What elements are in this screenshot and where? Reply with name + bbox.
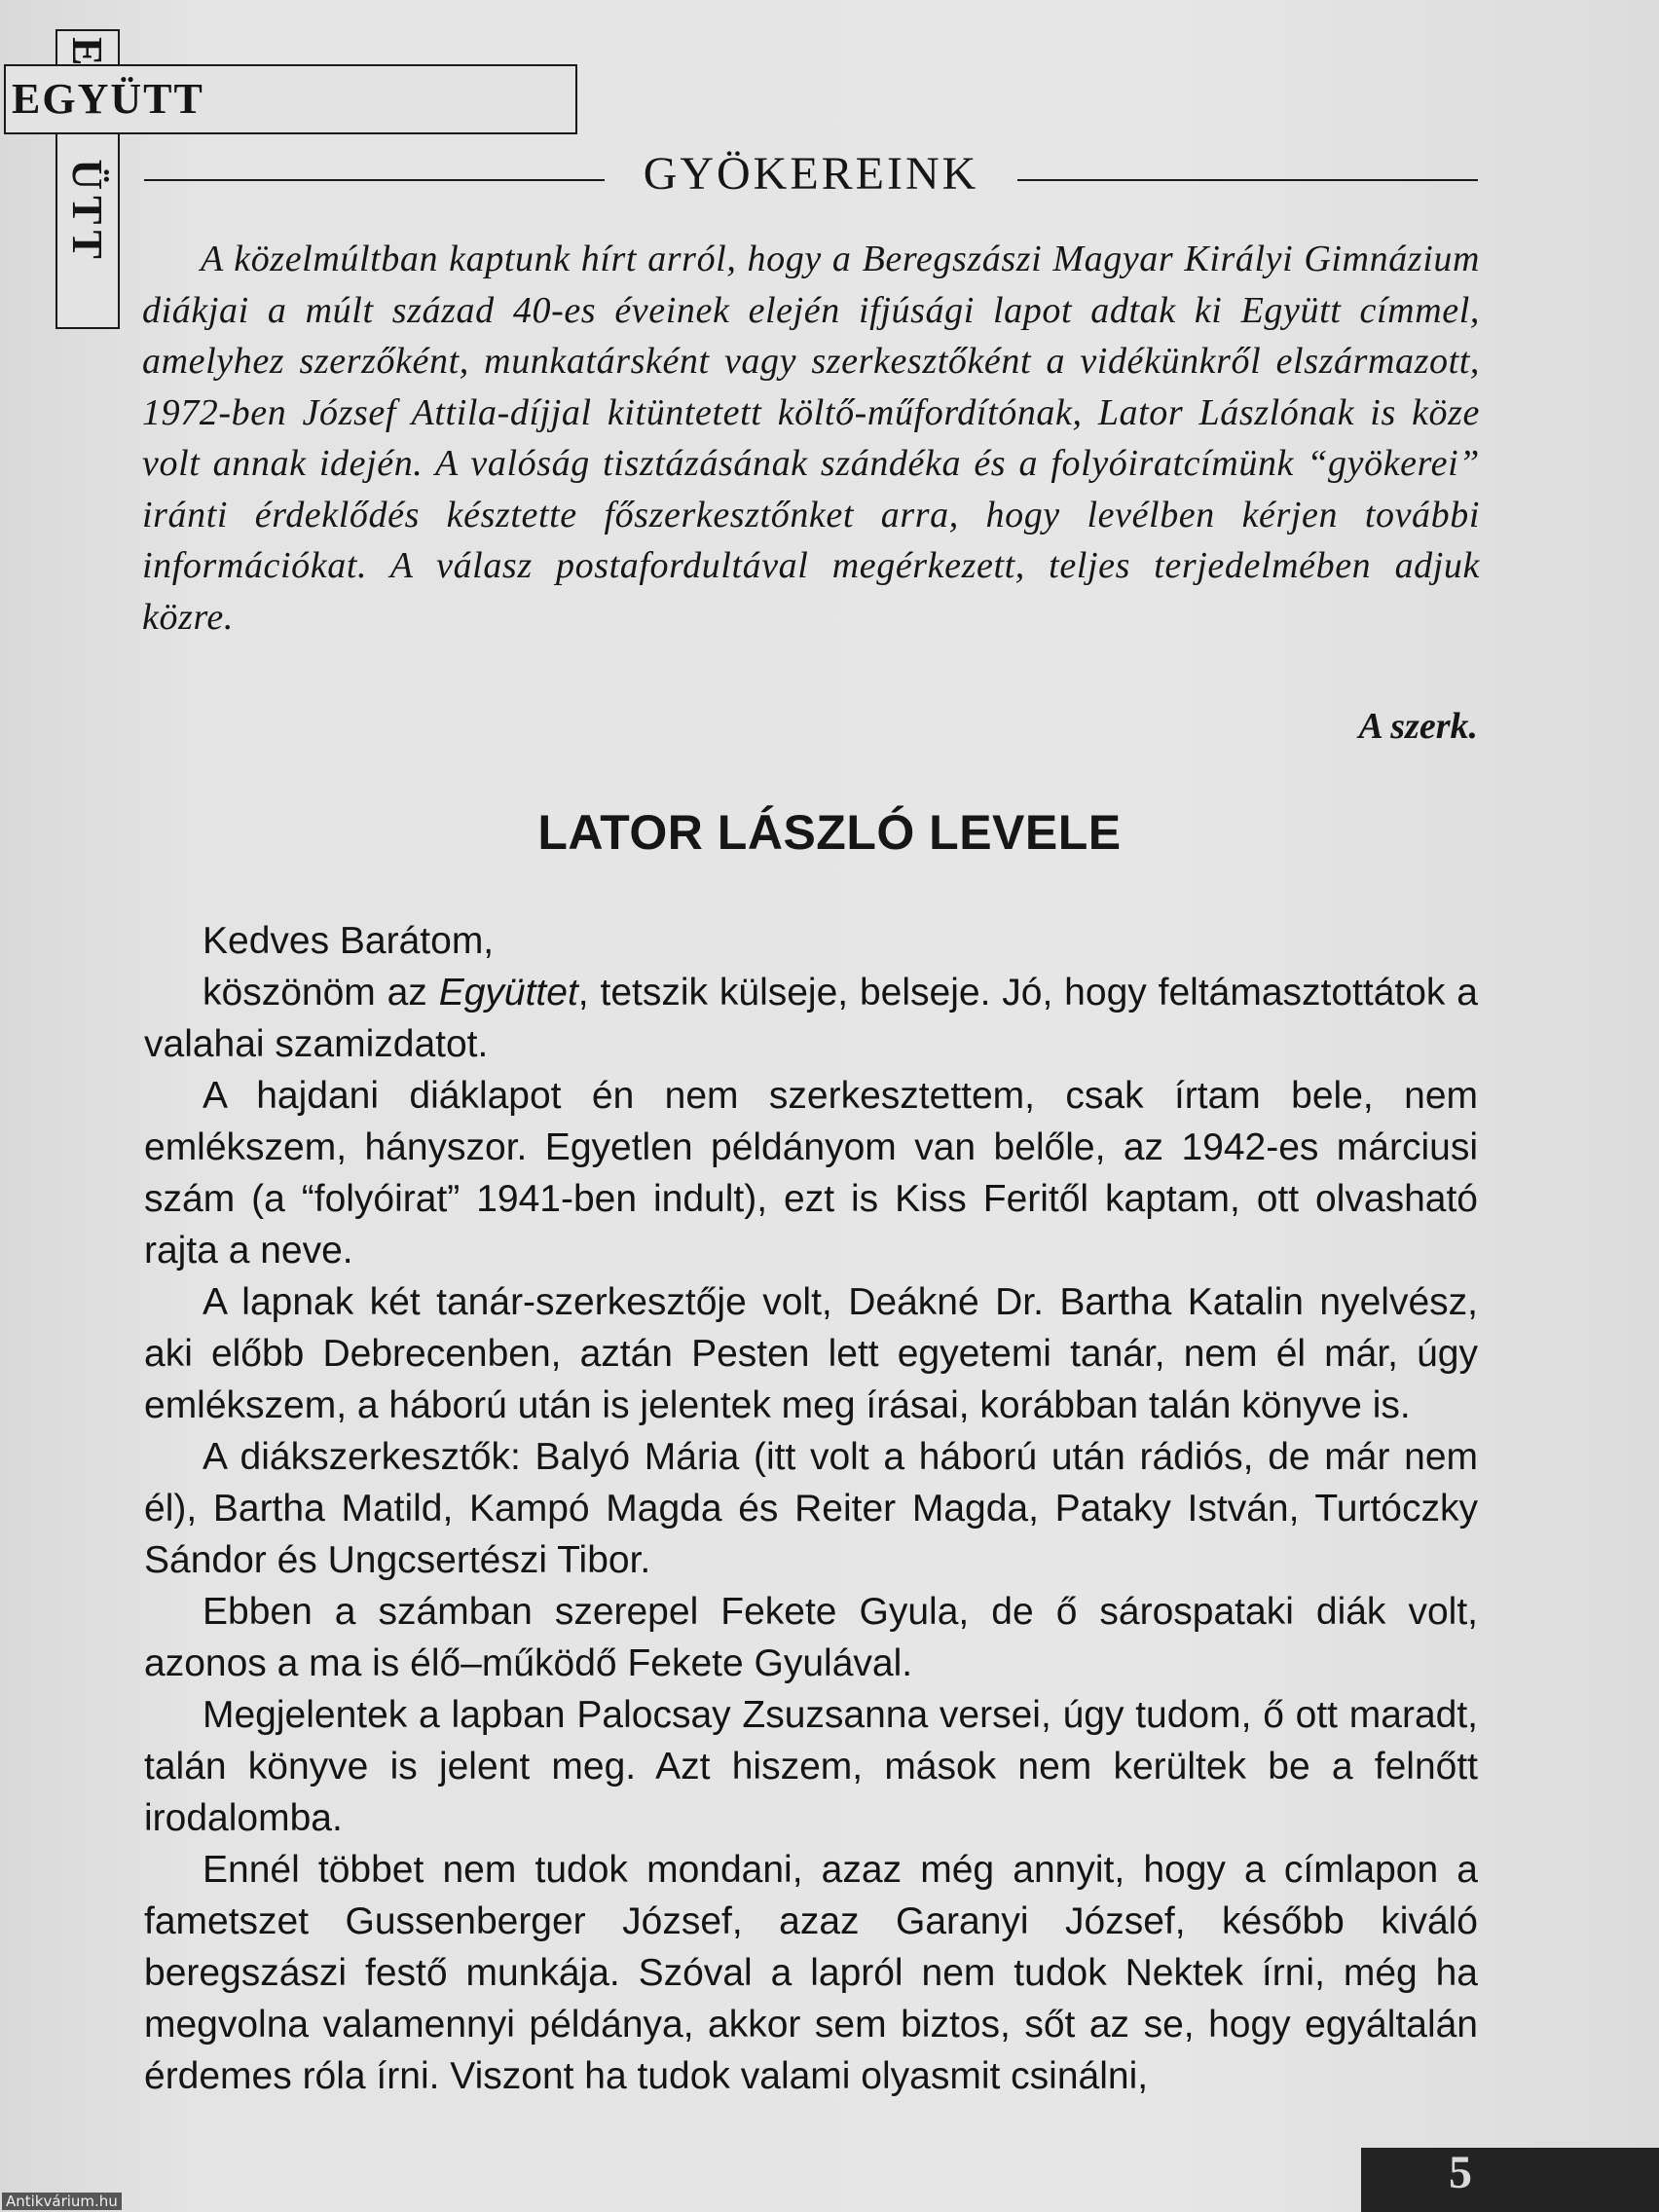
section-header	[144, 144, 1478, 203]
letter-paragraph: A lapnak két tanár-szerkesztője volt, Deákné Dr. Bartha Katalin nyelvész, aki előbb Debrecenben, aztán Pesten lett egyetemi tanár, nem él már, úgy emlékszem, a háború után is jelentek meg írásai, korábban talán könyve is.	[144, 1281, 1478, 1426]
letter-p1-italic: Együttet	[438, 972, 578, 1014]
page-number-box	[1361, 2148, 1659, 2212]
letter-paragraph: A hajdani diáklapot én nem szerkesztettem, csak írtam bele, nem emlékszem, hányszor. Egyetlen példányom van belőle, az 1942-es márciusi szám (a “folyóirat” 1941-ben indult), ezt is Kiss Feritől kaptam, ott olvasható rajta a neve.	[144, 1075, 1478, 1272]
section-title: GYÖKEREINK	[643, 147, 979, 200]
letter-paragraph: A diákszerkesztők: Balyó Mária (itt volt a háború után rádiós, de már nem él), Bartha Matild, Kampó Magda és Reiter Magda, Pataky István, Turtóczky Sándor és Ungcsertészi Tibor.	[144, 1436, 1478, 1581]
title-rule-left	[144, 179, 605, 181]
letter-salutation: Kedves Barátom,	[203, 920, 495, 962]
title-rule-right	[1017, 179, 1478, 181]
logo-word: EGYÜTT	[12, 75, 204, 123]
editorial-intro: A közelmúltban kaptunk hírt arról, hogy a Beregszászi Magyar Királyi Gimnázium diákjai a múlt század 40-es éveinek elején ifjúsági lapot adtak ki Együtt címmel, amelyhez szerzőként, munkatársként vagy szerkesztőként a vidékünkről elszármazott, 1972-ben József Attila-díjjal kitüntetett költő-műfordítónak, Lator Lászlónak is köze volt annak idején. A valóság tisztázásának szándéka és a folyóiratcímünk “gyökerei” iránti érdeklődés késztette főszerkesztőnket arra, hogy levélben kérjen további információkat. A válasz postafordultával megérkezett, teljes terjedelmében adjuk közre.	[142, 239, 1480, 638]
letter-paragraph: Ebben a számban szerepel Fekete Gyula, de ő sárospataki diák volt, azonos a ma is élő–működő Fekete Gyulával.	[144, 1591, 1478, 1684]
page-number: 5	[1449, 2147, 1472, 2198]
letter-title: LATOR LÁSZLÓ LEVELE	[537, 805, 1122, 860]
letter-p1-end: , tetszik külseje, belseje. Jó, hogy feltámasztottátok a valahai szamizdatot.	[144, 972, 1478, 1065]
logo-vertical-top: E	[63, 37, 111, 72]
letter-paragraph: Ennél többet nem tudok mondani, azaz még annyit, hogy a címlapon a fametszet Gussenberger József, azaz Garanyi József, később kiváló beregszászi festő munkája. Szóval a lapról nem tudok Nektek írni, még ha megvolna valamennyi példánya, akkor sem biztos, sőt az se, hogy egyáltalán érdemes róla írni. Viszont ha tudok valami olyasmit csinálni,	[144, 1849, 1478, 2097]
logo-vertical-bottom: ÜTT	[63, 159, 111, 265]
letter-paragraph: Megjelentek a lapban Palocsay Zsuzsanna versei, úgy tudom, ő ott maradt, talán könyve is jelent meg. Azt hiszem, mások nem kerültek be a felnőtt irodalomba.	[144, 1694, 1478, 1839]
editorial-signature: A szerk.	[1358, 706, 1478, 747]
letter-body	[144, 915, 1478, 2102]
watermark: Antikvárium.hu	[2, 2193, 122, 2210]
letter-paragraph	[144, 967, 1478, 1070]
letter-p1-start: köszönöm az	[203, 972, 439, 1014]
